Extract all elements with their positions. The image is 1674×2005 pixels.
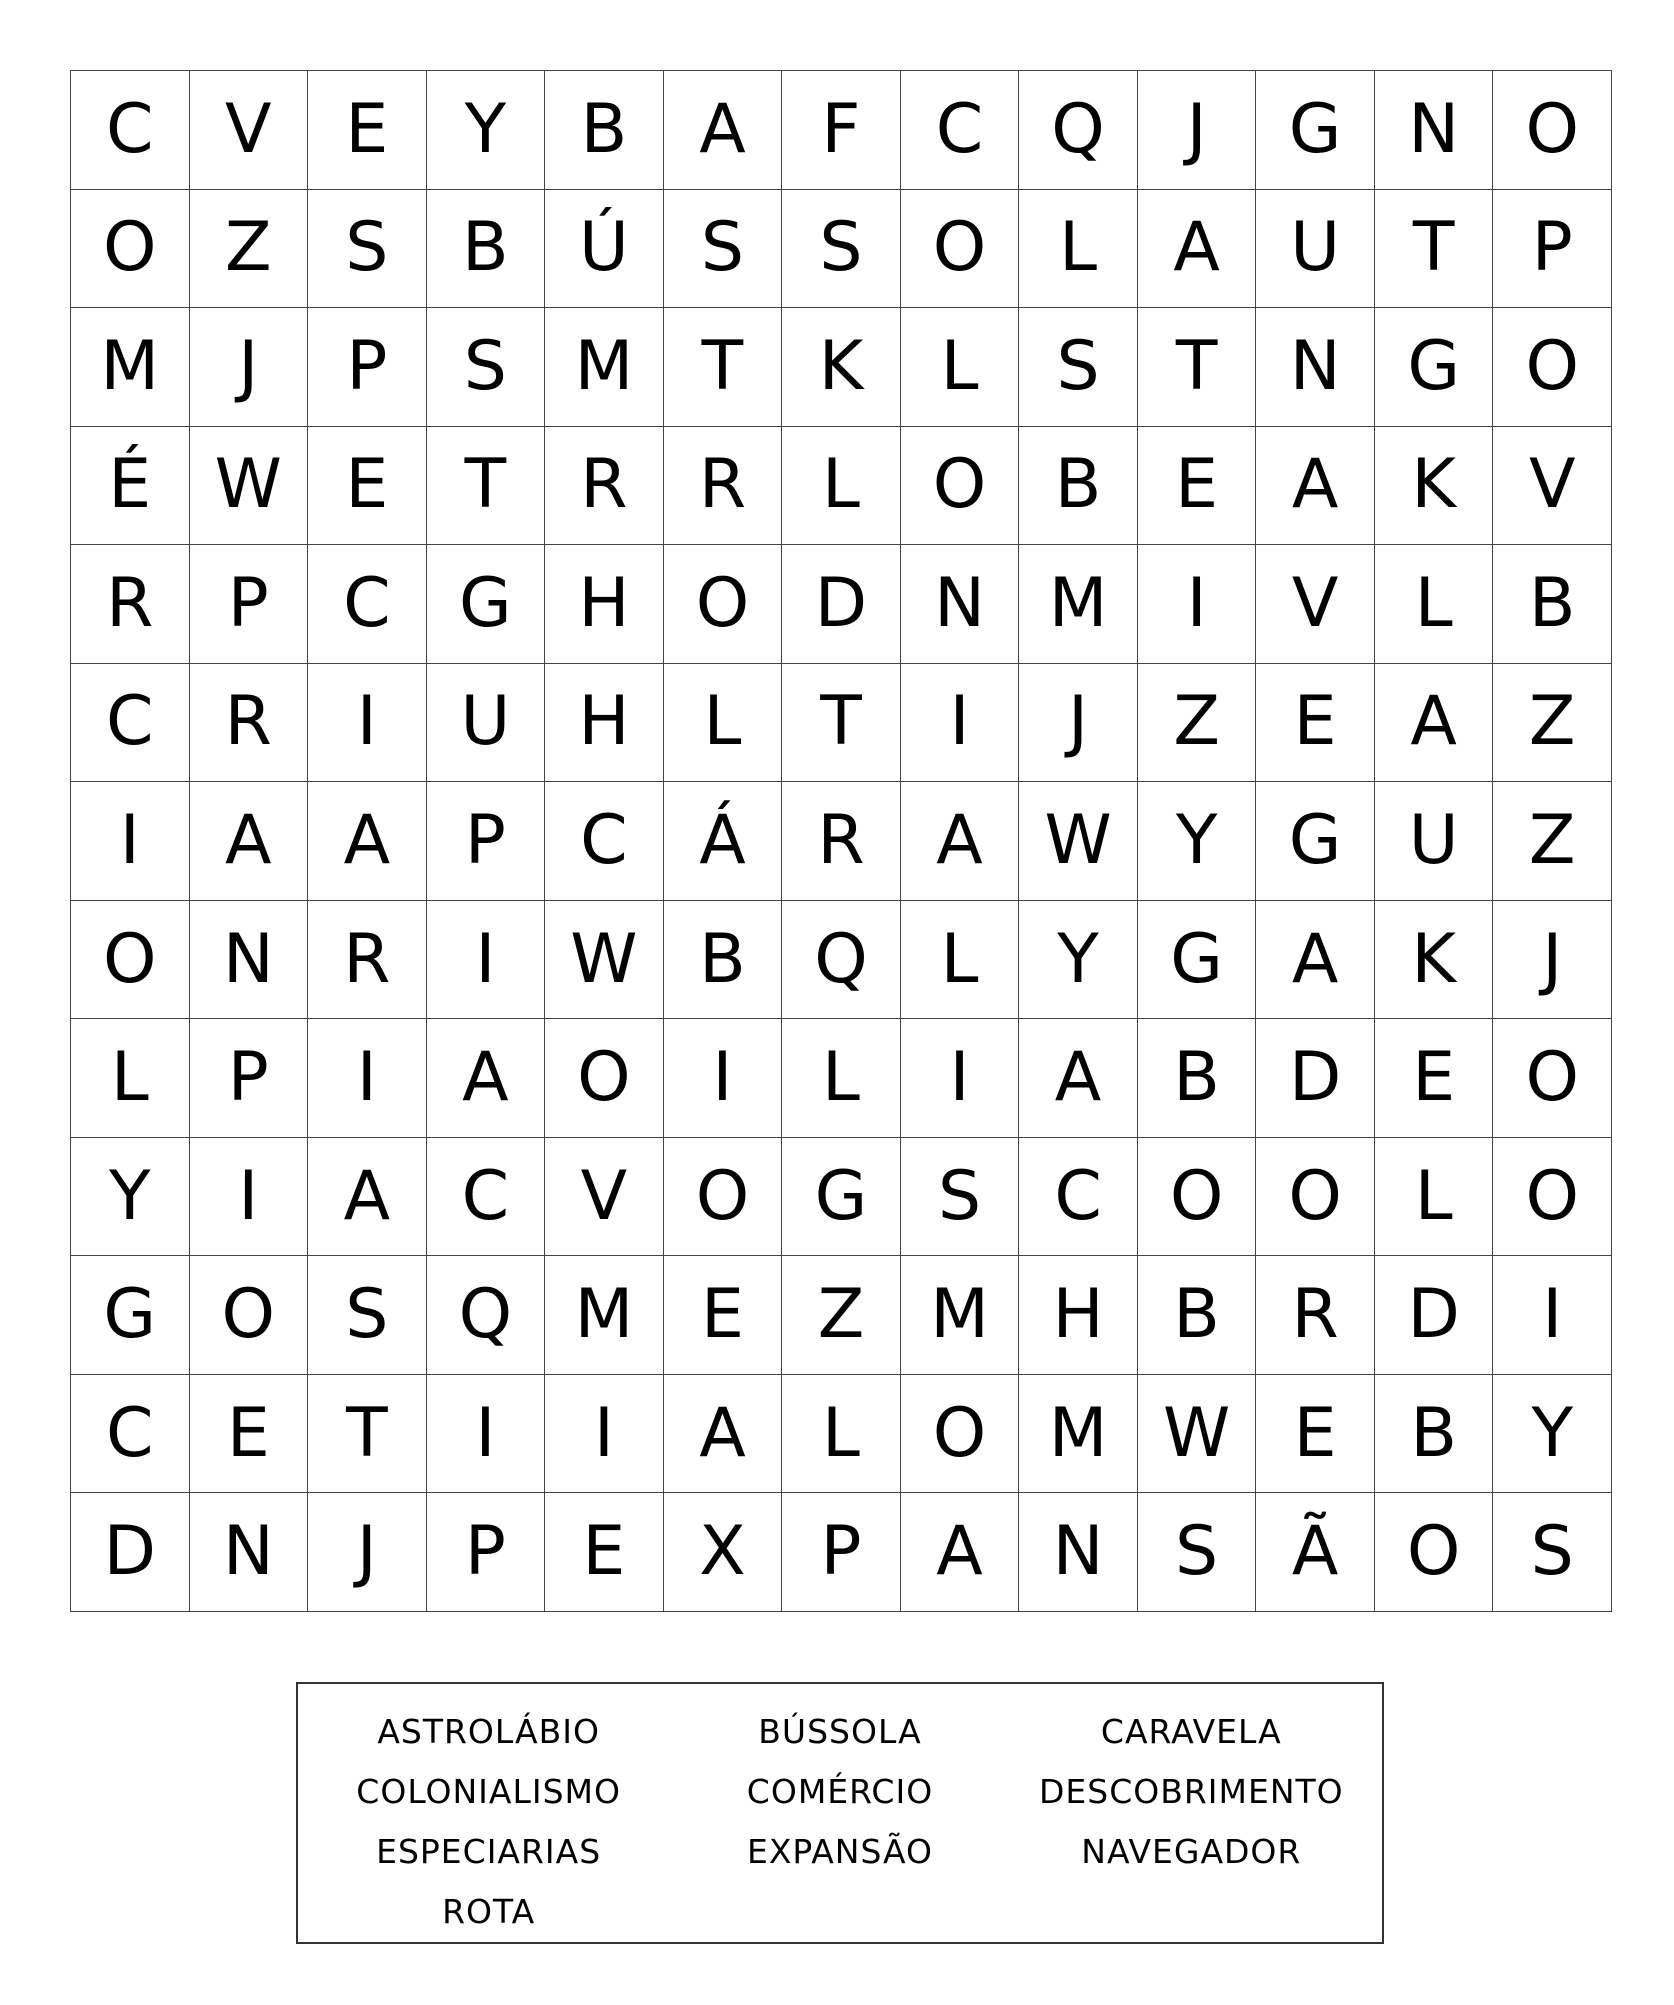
grid-cell[interactable]: M [1019, 545, 1138, 664]
word-item: COLONIALISMO [356, 1772, 622, 1811]
grid-cell[interactable]: J [1019, 664, 1138, 783]
grid-cell[interactable]: E [190, 1375, 309, 1494]
grid-cell[interactable]: K [782, 308, 901, 427]
word-item: ROTA [442, 1892, 536, 1931]
word-list [318, 1702, 1362, 1942]
grid-cell[interactable]: G [1256, 782, 1375, 901]
grid-cell[interactable]: D [1375, 1256, 1494, 1375]
word-item: CARAVELA [1100, 1712, 1282, 1751]
grid-cell[interactable]: B [1493, 545, 1612, 664]
grid-cell[interactable]: Ã [1256, 1493, 1375, 1612]
grid-cell[interactable]: D [1256, 1019, 1375, 1138]
grid-cell[interactable]: Z [782, 1256, 901, 1375]
grid-cell[interactable]: D [782, 545, 901, 664]
grid-cell[interactable]: Z [1493, 664, 1612, 783]
grid-cell[interactable]: M [71, 308, 190, 427]
word-list-box [296, 1682, 1384, 1944]
grid-cell[interactable]: V [545, 1138, 664, 1257]
grid-cell[interactable]: G [1256, 71, 1375, 190]
grid-cell[interactable]: V [1256, 545, 1375, 664]
grid-cell[interactable]: Q [427, 1256, 546, 1375]
grid-cell[interactable]: B [1138, 1019, 1257, 1138]
grid-cell[interactable]: L [782, 1019, 901, 1138]
grid-cell[interactable]: Y [1019, 901, 1138, 1020]
grid-cell[interactable]: I [1493, 1256, 1612, 1375]
grid-cell[interactable]: C [71, 71, 190, 190]
grid-cell[interactable]: T [308, 1375, 427, 1494]
grid-cell[interactable]: Á [664, 782, 783, 901]
word-item: DESCOBRIMENTO [1038, 1772, 1344, 1811]
grid-cell[interactable]: E [1138, 427, 1257, 546]
grid-cell[interactable]: R [782, 782, 901, 901]
grid-cell[interactable]: P [1493, 190, 1612, 309]
grid-cell[interactable]: J [308, 1493, 427, 1612]
grid-cell[interactable]: E [545, 1493, 664, 1612]
grid-cell[interactable]: O [71, 190, 190, 309]
grid-cell[interactable]: W [1019, 782, 1138, 901]
grid-cell[interactable]: B [664, 901, 783, 1020]
grid-cell[interactable]: E [1256, 664, 1375, 783]
grid-cell[interactable]: Ú [545, 190, 664, 309]
grid-cell[interactable]: O [901, 1375, 1020, 1494]
grid-cell[interactable]: É [71, 427, 190, 546]
letter-grid [70, 70, 1612, 1612]
grid-cell[interactable]: A [1256, 901, 1375, 1020]
grid-cell[interactable]: J [1138, 71, 1257, 190]
grid-cell[interactable]: R [308, 901, 427, 1020]
grid-cell[interactable]: R [1256, 1256, 1375, 1375]
grid-cell[interactable]: N [190, 901, 309, 1020]
grid-cell[interactable]: S [1493, 1493, 1612, 1612]
grid-cell[interactable]: M [545, 308, 664, 427]
grid-cell[interactable]: C [901, 71, 1020, 190]
grid-cell[interactable]: A [190, 782, 309, 901]
grid-cell[interactable]: W [545, 901, 664, 1020]
grid-cell[interactable]: B [1375, 1375, 1494, 1494]
grid-cell[interactable]: Q [1019, 71, 1138, 190]
grid-cell[interactable]: O [1493, 308, 1612, 427]
grid-cell[interactable]: T [782, 664, 901, 783]
grid-cell[interactable]: T [664, 308, 783, 427]
grid-cell[interactable]: O [1493, 1138, 1612, 1257]
grid-cell[interactable]: I [71, 782, 190, 901]
grid-cell[interactable]: I [427, 1375, 546, 1494]
grid-cell[interactable]: R [71, 545, 190, 664]
grid-cell[interactable]: N [1256, 308, 1375, 427]
word-item: EXPANSÃO [746, 1832, 934, 1871]
grid-cell[interactable]: O [901, 427, 1020, 546]
grid-cell[interactable]: B [545, 71, 664, 190]
grid-cell[interactable]: G [1375, 308, 1494, 427]
grid-cell[interactable]: Z [190, 190, 309, 309]
grid-cell[interactable]: L [901, 901, 1020, 1020]
grid-cell[interactable]: W [190, 427, 309, 546]
grid-cell[interactable]: L [901, 308, 1020, 427]
grid-cell[interactable]: G [71, 1256, 190, 1375]
grid-cell[interactable]: Z [1138, 664, 1257, 783]
grid-cell[interactable]: L [1375, 1138, 1494, 1257]
grid-cell[interactable]: I [190, 1138, 309, 1257]
grid-cell[interactable]: P [782, 1493, 901, 1612]
grid-cell[interactable]: T [1375, 190, 1494, 309]
grid-cell[interactable]: I [545, 1375, 664, 1494]
grid-cell[interactable]: C [308, 545, 427, 664]
grid-cell[interactable]: L [71, 1019, 190, 1138]
grid-cell[interactable]: S [427, 308, 546, 427]
grid-cell[interactable]: U [427, 664, 546, 783]
grid-cell[interactable]: A [1375, 664, 1494, 783]
grid-cell[interactable]: S [782, 190, 901, 309]
grid-cell[interactable]: M [545, 1256, 664, 1375]
grid-cell[interactable]: L [1019, 190, 1138, 309]
word-item: ESPECIARIAS [376, 1832, 602, 1871]
grid-cell[interactable]: O [901, 190, 1020, 309]
grid-cell[interactable]: O [190, 1256, 309, 1375]
grid-cell[interactable]: V [190, 71, 309, 190]
grid-cell[interactable]: E [308, 427, 427, 546]
grid-cell[interactable]: A [308, 1138, 427, 1257]
grid-cell[interactable]: G [427, 545, 546, 664]
grid-cell[interactable]: P [190, 1019, 309, 1138]
grid-cell[interactable]: E [308, 71, 427, 190]
grid-cell[interactable]: I [901, 1019, 1020, 1138]
grid-cell[interactable]: Y [427, 71, 546, 190]
grid-cell[interactable]: M [1019, 1375, 1138, 1494]
grid-cell[interactable]: G [1138, 901, 1257, 1020]
grid-cell[interactable]: L [664, 664, 783, 783]
grid-cell[interactable]: L [1375, 545, 1494, 664]
grid-cell[interactable]: O [1493, 71, 1612, 190]
grid-cell[interactable]: I [308, 664, 427, 783]
grid-cell[interactable]: S [308, 1256, 427, 1375]
grid-cell[interactable]: B [1138, 1256, 1257, 1375]
grid-cell[interactable]: N [1019, 1493, 1138, 1612]
grid-cell[interactable]: Y [1493, 1375, 1612, 1494]
grid-cell[interactable]: O [71, 901, 190, 1020]
grid-cell[interactable]: N [901, 545, 1020, 664]
grid-cell[interactable]: R [545, 427, 664, 546]
grid-cell[interactable]: E [1375, 1019, 1494, 1138]
grid-cell[interactable]: S [1019, 308, 1138, 427]
grid-cell[interactable]: C [427, 1138, 546, 1257]
grid-cell[interactable]: Y [71, 1138, 190, 1257]
word-item: COMÉRCIO [746, 1772, 934, 1811]
grid-cell[interactable]: M [901, 1256, 1020, 1375]
grid-cell[interactable]: X [664, 1493, 783, 1612]
grid-cell[interactable]: P [308, 308, 427, 427]
grid-cell[interactable]: O [664, 545, 783, 664]
grid-cell[interactable]: S [901, 1138, 1020, 1257]
word-item: ASTROLÁBIO [377, 1712, 600, 1751]
grid-cell[interactable]: O [545, 1019, 664, 1138]
grid-cell[interactable]: Y [1138, 782, 1257, 901]
grid-cell[interactable]: I [427, 901, 546, 1020]
grid-cell[interactable]: A [901, 782, 1020, 901]
grid-cell[interactable]: R [190, 664, 309, 783]
grid-cell[interactable]: J [1493, 901, 1612, 1020]
grid-cell[interactable]: S [664, 190, 783, 309]
grid-cell[interactable]: V [1493, 427, 1612, 546]
grid-cell[interactable]: A [427, 1019, 546, 1138]
grid-cell[interactable]: A [308, 782, 427, 901]
grid-cell[interactable]: C [1019, 1138, 1138, 1257]
grid-cell[interactable]: U [1256, 190, 1375, 309]
grid-cell[interactable]: K [1375, 901, 1494, 1020]
grid-cell[interactable]: K [1375, 427, 1494, 546]
grid-cell[interactable]: S [308, 190, 427, 309]
grid-cell[interactable]: I [1138, 545, 1257, 664]
grid-cell[interactable]: G [782, 1138, 901, 1257]
grid-cell[interactable]: H [545, 545, 664, 664]
grid-cell[interactable]: T [427, 427, 546, 546]
grid-cell[interactable]: F [782, 71, 901, 190]
grid-cell[interactable]: I [664, 1019, 783, 1138]
grid-cell[interactable]: U [1375, 782, 1494, 901]
grid-cell[interactable]: O [1138, 1138, 1257, 1257]
grid-cell[interactable]: P [190, 545, 309, 664]
grid-cell[interactable]: N [190, 1493, 309, 1612]
grid-cell[interactable]: E [1256, 1375, 1375, 1494]
grid-cell[interactable]: A [664, 1375, 783, 1494]
grid-cell[interactable]: Q [782, 901, 901, 1020]
word-item: BÚSSOLA [758, 1712, 922, 1751]
grid-cell[interactable]: B [427, 190, 546, 309]
grid-cell[interactable]: P [427, 782, 546, 901]
grid-cell[interactable]: E [664, 1256, 783, 1375]
grid-cell[interactable]: Z [1493, 782, 1612, 901]
grid-cell[interactable]: L [782, 427, 901, 546]
grid-cell[interactable]: A [1138, 190, 1257, 309]
grid-cell[interactable]: O [1375, 1493, 1494, 1612]
grid-cell[interactable]: C [71, 664, 190, 783]
grid-cell[interactable]: D [71, 1493, 190, 1612]
word-item: NAVEGADOR [1081, 1832, 1302, 1871]
grid-cell[interactable]: L [782, 1375, 901, 1494]
grid-cell[interactable]: C [71, 1375, 190, 1494]
grid-cell[interactable]: H [545, 664, 664, 783]
grid-cell[interactable]: I [308, 1019, 427, 1138]
grid-cell[interactable]: I [901, 664, 1020, 783]
grid-cell[interactable]: O [1256, 1138, 1375, 1257]
grid-cell[interactable]: O [1493, 1019, 1612, 1138]
grid-cell[interactable]: N [1375, 71, 1494, 190]
grid-cell[interactable]: A [1256, 427, 1375, 546]
grid-cell[interactable]: T [1138, 308, 1257, 427]
grid-cell[interactable]: C [545, 782, 664, 901]
grid-cell[interactable]: O [664, 1138, 783, 1257]
grid-cell[interactable]: B [1019, 427, 1138, 546]
grid-cell[interactable]: A [664, 71, 783, 190]
grid-cell[interactable]: R [664, 427, 783, 546]
grid-cell[interactable]: S [1138, 1493, 1257, 1612]
grid-cell[interactable]: J [190, 308, 309, 427]
grid-cell[interactable]: W [1138, 1375, 1257, 1494]
grid-cell[interactable]: H [1019, 1256, 1138, 1375]
grid-cell[interactable]: A [1019, 1019, 1138, 1138]
grid-cell[interactable]: P [427, 1493, 546, 1612]
grid-cell[interactable]: A [901, 1493, 1020, 1612]
